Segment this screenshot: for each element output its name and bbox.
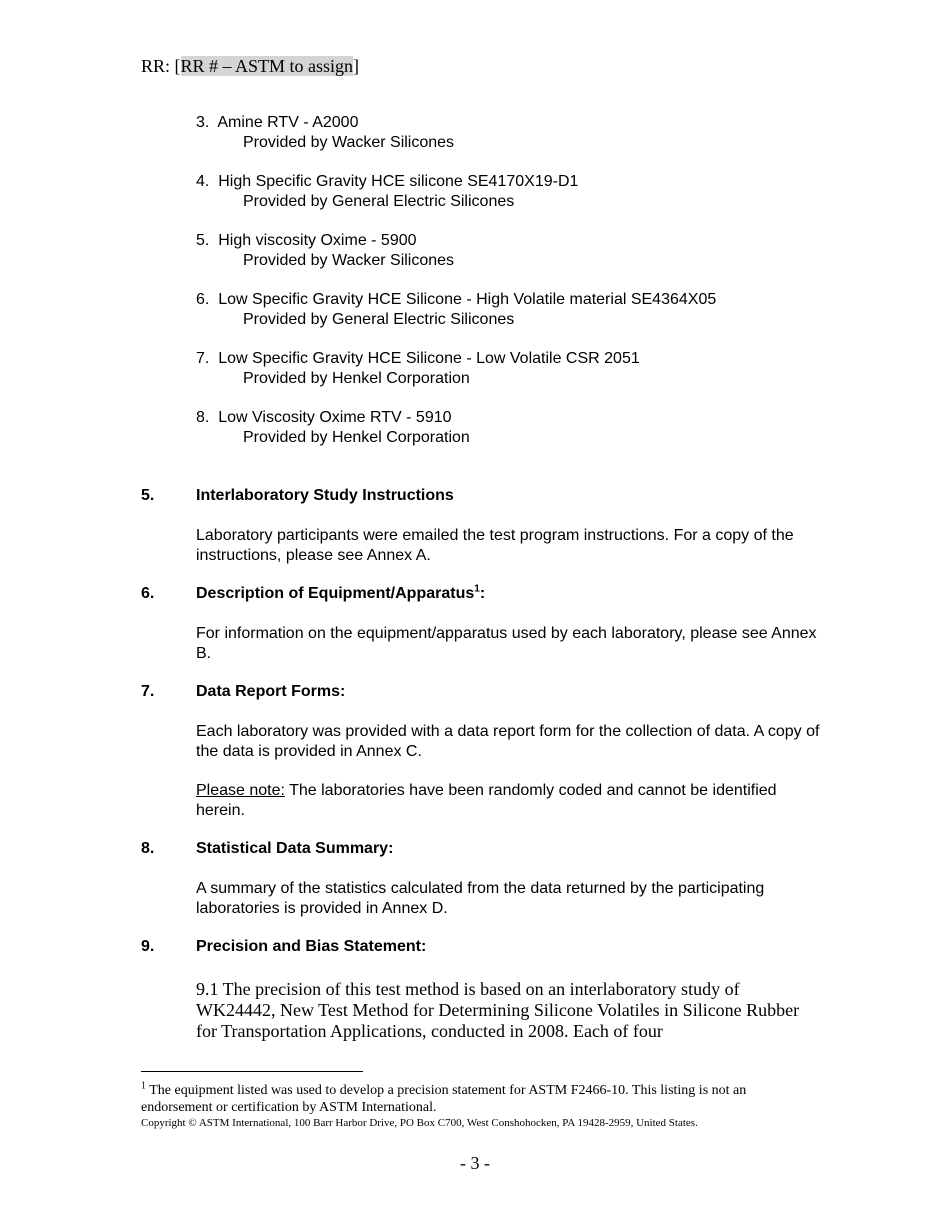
- section-9-body: 9.1 The precision of this test method is based on an interlaboratory study of WK24442, New Test Method for Determining Silicone Volatiles in Silicone Rubber for Transportation Applications, conducted in 2008. Each of four: [196, 979, 800, 1041]
- footnote-reference: 1: [474, 583, 480, 595]
- list-item: [196, 231, 454, 271]
- header-suffix: ]: [353, 56, 360, 76]
- section-5-title: Interlaboratory Study Instructions: [196, 487, 454, 504]
- section-5-number: 5.: [141, 487, 155, 504]
- list-item-provider: Provided by Henkel Corporation: [243, 429, 470, 446]
- note-label: Please note:: [196, 782, 285, 799]
- list-item: [196, 408, 470, 448]
- footnote-marker: 1: [141, 1080, 146, 1092]
- section-9-number: 9.: [141, 938, 155, 955]
- list-item-number: 4.: [196, 173, 210, 190]
- list-item-name: Amine RTV - A2000: [217, 114, 359, 131]
- list-item-number: 8.: [196, 409, 210, 426]
- section-6-title-colon: :: [479, 585, 486, 602]
- section-6-title-text: Description of Equipment/Apparatus: [196, 585, 475, 602]
- section-7-body: Each laboratory was provided with a data report form for the collection of data. A copy of the data is provided in Annex C.: [196, 723, 820, 760]
- running-header: [141, 56, 359, 77]
- section-6-body: For information on the equipment/apparatus used by each laboratory, please see Annex B.: [196, 625, 817, 662]
- header-placeholder-highlight: RR # – ASTM to assign: [180, 56, 354, 76]
- list-item-number: 5.: [196, 232, 210, 249]
- list-item-name: Low Specific Gravity HCE Silicone - Low Volatile CSR 2051: [218, 350, 640, 367]
- copyright-line: Copyright © ASTM International, 100 Barr Harbor Drive, PO Box C700, West Conshohocken, PA 19428-2959, United States.: [141, 1117, 698, 1129]
- list-item: [196, 172, 578, 212]
- list-item-number: 3.: [196, 114, 210, 131]
- list-item: [196, 113, 454, 153]
- list-item-name: Low Viscosity Oxime RTV - 5910: [218, 409, 452, 426]
- list-item-name: High viscosity Oxime - 5900: [218, 232, 417, 249]
- section-6-number: 6.: [141, 585, 155, 602]
- list-item-provider: Provided by General Electric Silicones: [243, 311, 515, 328]
- footnote-text: The equipment listed was used to develop a precision statement for ASTM F2466-10. This listing is not an endorsement or certification by ASTM International.: [141, 1083, 747, 1115]
- section-7-note: [196, 781, 821, 821]
- list-item-number: 7.: [196, 350, 210, 367]
- note-body: The laboratories have been randomly coded and cannot be identified herein.: [196, 782, 777, 819]
- section-5-body: Laboratory participants were emailed the test program instructions. For a copy of the instructions, please see Annex A.: [196, 527, 794, 564]
- list-item-provider: Provided by Wacker Silicones: [243, 134, 455, 151]
- section-8-body: A summary of the statistics calculated from the data returned by the participating laboratories is provided in Annex D.: [196, 880, 765, 917]
- list-item-provider: Provided by Henkel Corporation: [243, 370, 470, 387]
- section-7-title: Data Report Forms:: [196, 683, 346, 700]
- list-item-name: High Specific Gravity HCE silicone SE4170X19-D1: [218, 173, 579, 190]
- header-prefix: RR: [: [141, 56, 181, 76]
- list-item-name: Low Specific Gravity HCE Silicone - High Volatile material SE4364X05: [218, 291, 717, 308]
- list-item: [196, 349, 640, 389]
- list-item-provider: Provided by Wacker Silicones: [243, 252, 455, 269]
- section-8-number: 8.: [141, 840, 155, 857]
- page-number: - 3 -: [460, 1153, 490, 1173]
- section-8-title: Statistical Data Summary:: [196, 840, 394, 857]
- section-6-title: [196, 585, 485, 603]
- section-9-title: Precision and Bias Statement:: [196, 938, 427, 955]
- list-item-provider: Provided by General Electric Silicones: [243, 193, 515, 210]
- footnote: [141, 1082, 811, 1116]
- list-item-number: 6.: [196, 291, 210, 308]
- footnote-divider: [141, 1071, 363, 1072]
- list-item: [196, 290, 716, 330]
- section-7-number: 7.: [141, 683, 155, 700]
